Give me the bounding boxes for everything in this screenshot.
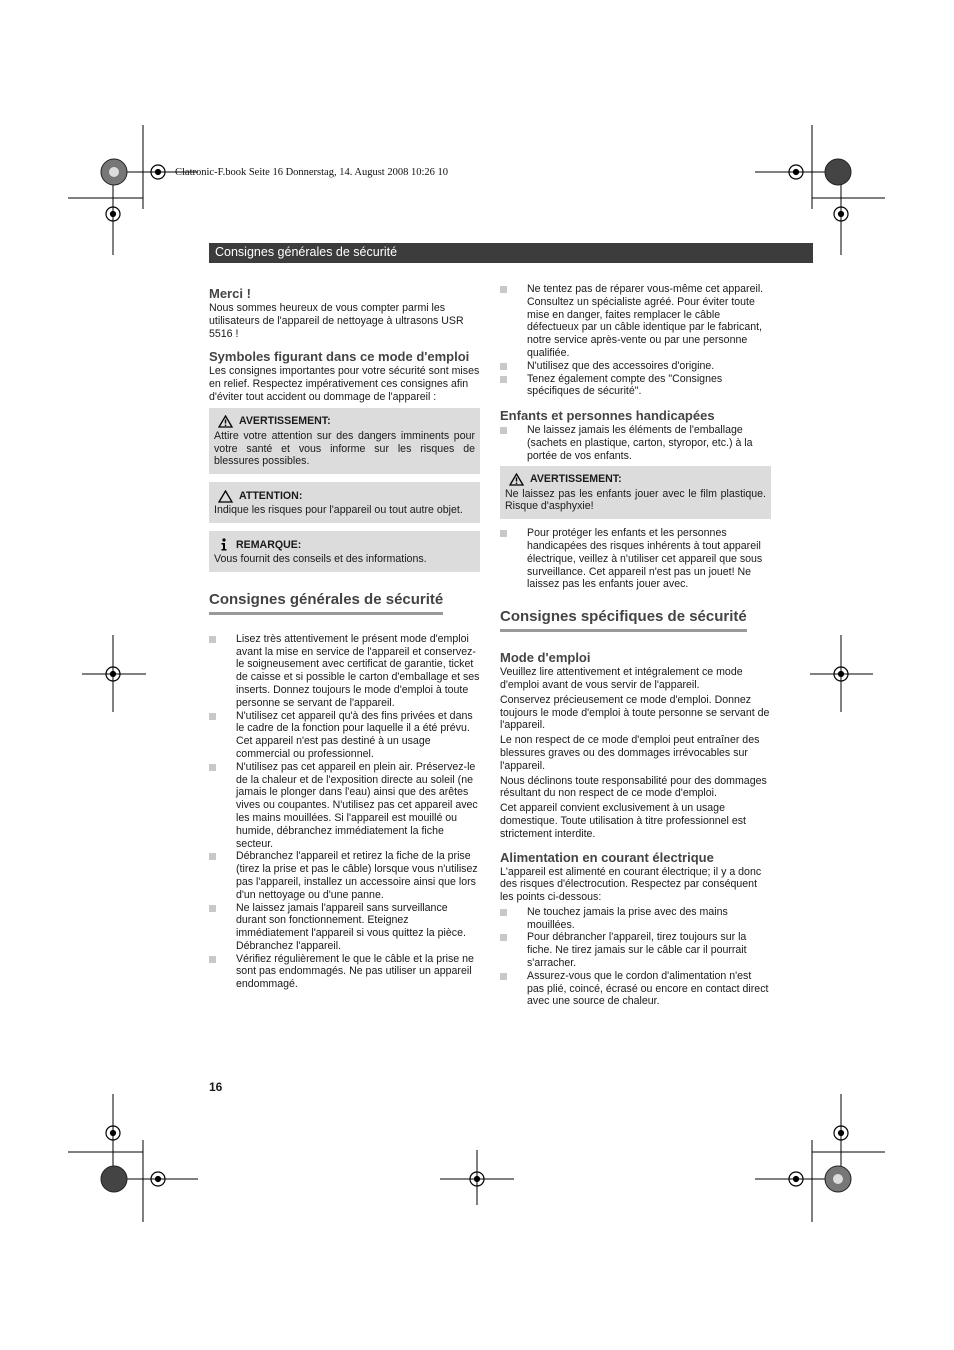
warning-text: Attire votre attention sur des dangers imminents pour votre santé et vous informe sur les risques de blessures possibles. [214, 429, 475, 468]
enfants-bullets [500, 424, 771, 462]
remarque-text: Vous fournit des conseils et des informations. [214, 552, 427, 565]
right-column [500, 283, 771, 1008]
mode-title: Mode d'emploi [500, 650, 591, 666]
list-item: Débranchez l'appareil et retirez la fiche de la prise (tirez la prise et pas le câble) lorsque vous n'utilisez pas l'appareil, installez un accessoire ainsi que lors d'un nettoyage ou d'une panne. [209, 850, 480, 901]
alim-text: L'appareil est alimenté en courant électrique; il y a donc des risques d'électrocution. Respectez par conséquent les points ci-dessous: [500, 865, 762, 904]
running-header-text: Consignes générales de sécurité [215, 245, 398, 259]
file-info: Clatronic-F.book Seite 16 Donnerstag, 14. August 2008 10:26 10 [175, 167, 449, 178]
info-icon [218, 538, 230, 551]
mode-paragraph: Veuillez lire attentivement et intégralement ce mode d'emploi avant de vous servir de l'appareil. [500, 666, 743, 691]
child-warning-label: AVERTISSEMENT: [530, 473, 622, 486]
attention-box [209, 482, 480, 523]
enfants-title: Enfants et personnes handicapées [500, 408, 715, 424]
warning-box [209, 408, 480, 474]
remarque-box-title [214, 537, 475, 553]
left-column [209, 283, 480, 991]
warning-box-title [214, 414, 475, 430]
list-item: Ne tentez pas de réparer vous-même cet appareil. Consultez un spécialiste agréé. Pour éviter toute mise en danger, faites remplacer le câble défectueux par un câble identique par le fabricant, notre service après-vente ou par une personne qualifiée. [500, 283, 771, 360]
mode-paragraph: Le non respect de ce mode d'emploi peut entraîner des blessures graves ou des dommages irrévocables sur l'appareil. [500, 734, 760, 772]
attention-triangle-icon [218, 490, 233, 503]
list-item: Ne laissez jamais l'appareil sans surveillance durant son fonctionnement. Eteignez immédiatement l'appareil si vous quittez la pièce. Débranchez l'appareil. [209, 902, 480, 953]
running-header [209, 243, 813, 263]
alim-bullets [500, 906, 771, 1008]
list-item: Ne laissez jamais les éléments de l'emballage (sachets en plastique, carton, styropor, etc.) à la portée de vos enfants. [500, 424, 771, 462]
general-section-heading-wrap [209, 590, 480, 615]
remarque-box [209, 531, 480, 572]
symboles-title: Symboles figurant dans ce mode d'emploi [209, 349, 470, 365]
warning-triangle-icon [509, 473, 524, 486]
merci-title: Merci ! [209, 286, 251, 301]
warning-label: AVERTISSEMENT: [239, 415, 331, 428]
repair-bullets [500, 283, 771, 398]
specific-section-heading-wrap [500, 607, 771, 632]
list-item: N'utilisez que des accessoires d'origine. [500, 360, 771, 373]
mode-paragraph: Nous déclinons toute responsabilité pour des dommages résultant du non respect de ce mode d'emploi. [500, 774, 767, 800]
mode-paragraph: Cet appareil convient exclusivement à un usage domestique. Toute utilisation à titre professionnel est strictement interdite. [500, 802, 746, 840]
child-warning-box-title [505, 472, 766, 488]
list-item: Vérifiez régulièrement le que le câble et la prise ne sont pas endommagés. Ne pas utiliser un appareil endommagé. [209, 953, 480, 991]
merci-text: Nous sommes heureux de vous compter parmi les utilisateurs de l'appareil de nettoyage à ultrasons USR 5516 ! [209, 302, 464, 340]
list-item: Assurez-vous que le cordon d'alimentation n'est pas plié, coincé, écrasé ou encore en contact direct avec une source de chaleur. [500, 970, 771, 1008]
remarque-label: REMARQUE: [236, 538, 302, 551]
mode-paragraph: Conservez précieusement ce mode d'emploi. Donnez toujours le mode d'emploi à toute personne se servant de l'appareil. [500, 693, 770, 732]
list-item: N'utilisez cet appareil qu'à des fins privées et dans le cadre de la fonction pour laquelle il a été prévu. Cet appareil n'est pas destiné à un usage commercial ou professionnel. [209, 710, 480, 761]
attention-text: Indique les risques pour l'appareil ou tout autre objet. [214, 504, 463, 517]
symboles-text: Les consignes importantes pour votre sécurité sont mises en relief. Respectez impérativement ces consignes afin d'éviter tout accident ou dommage de l'appareil : [209, 365, 480, 403]
list-item: Pour débrancher l'appareil, tirez toujours sur la fiche. Ne tirez jamais sur le câble car il pourrait s'arracher. [500, 931, 771, 969]
page-number: 16 [209, 1080, 223, 1094]
list-item: Ne touchez jamais la prise avec des mains mouillées. [500, 906, 771, 932]
general-bullets [209, 633, 480, 991]
general-section-title: Consignes générales de sécurité [209, 590, 443, 615]
list-item: Pour protéger les enfants et les personnes handicapées des risques inhérents à tout appareil électrique, veillez à n'utiliser cet appareil que sous surveillance. Cet appareil n'est pas un jouet! Ne laissez pas les enfants jouer avec. [500, 527, 771, 591]
warning-triangle-icon [218, 415, 233, 428]
attention-box-title [214, 488, 475, 504]
list-item: Tenez également compte des "Consignes spécifiques de sécurité". [500, 373, 771, 399]
list-item: Lisez très attentivement le présent mode d'emploi avant la mise en service de l'appareil et conservez-le soigneusement avec certificat de garantie, ticket de caisse et si possible le carton d'emballage et ses inserts. Donnez toujours le mode d'emploi à toute personne se servant de l'appareil. [209, 633, 480, 710]
list-item: N'utilisez pas cet appareil en plein air. Préservez-le de la chaleur et de l'exposition directe au soleil (ne jamais le plonger dans l'eau) ainsi que des arêtes vives ou coupantes. N'utilisez pas cet appareil avec les mains mouillées. Si l'appareil est mouillé ou humide, débranchez immédiatement la fiche secteur. [209, 761, 480, 851]
alim-title: Alimentation en courant électrique [500, 849, 714, 865]
specific-section-title: Consignes spécifiques de sécurité [500, 607, 747, 632]
enfants-bullets-2 [500, 527, 771, 591]
attention-label: ATTENTION: [239, 489, 303, 502]
child-warning-box [500, 466, 771, 520]
child-warning-text: Ne laissez pas les enfants jouer avec le film plastique. Risque d'asphyxie! [505, 487, 766, 513]
